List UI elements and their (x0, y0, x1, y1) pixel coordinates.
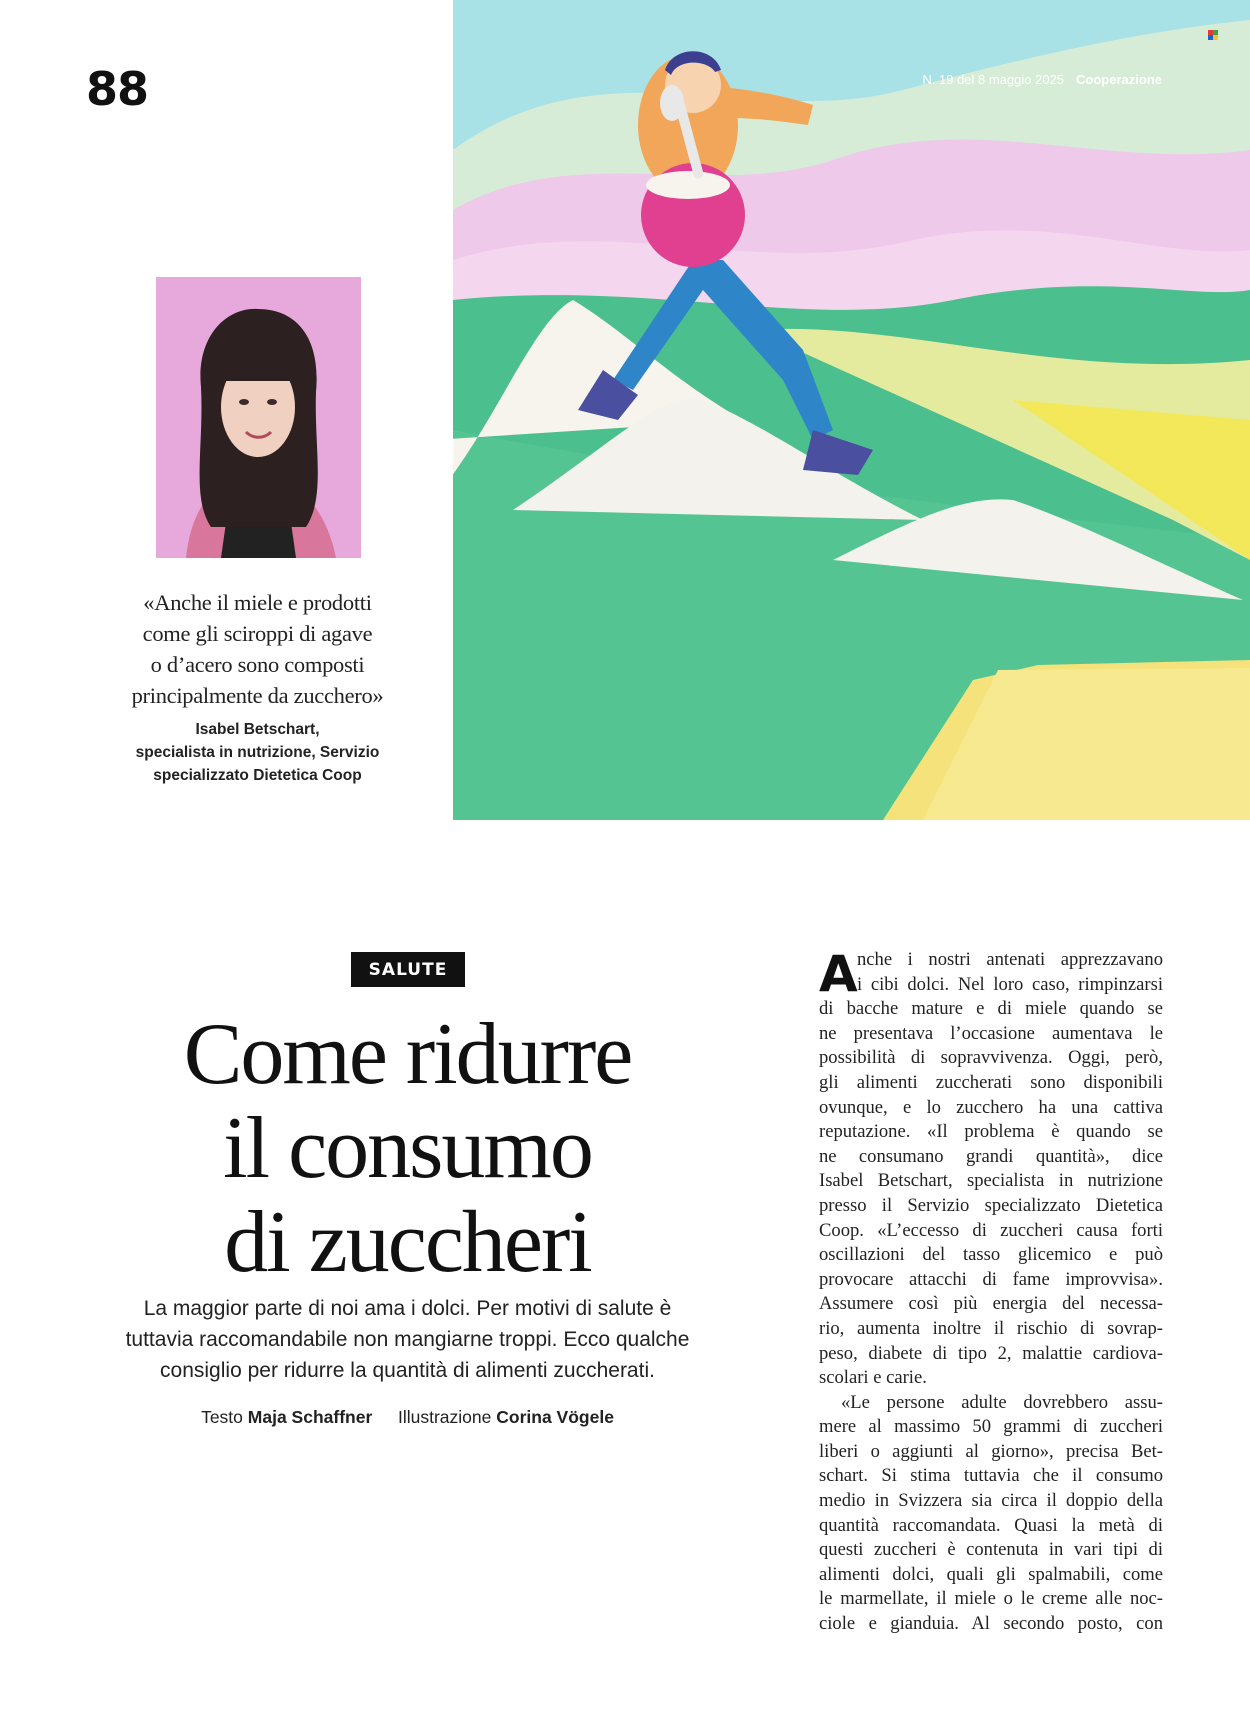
body-line: i cibi dolci. Nel loro caso, rimpinzarsi (857, 973, 1163, 995)
body-line: nche i nostri antenati apprezzavano (857, 949, 1163, 970)
author-portrait (156, 277, 361, 558)
body-line: gli alimenti zuccherati sono disponibili (819, 1071, 1163, 1093)
body-line: Isabel Betschart, specialista in nutrizione (819, 1170, 1163, 1192)
body-line: rio, aumenta inoltre il rischio di sovrap- (819, 1317, 1163, 1339)
quote-line: o d’acero sono composti (150, 652, 365, 677)
body-line: peso, diabete di tipo 2, malattie cardiova- (819, 1342, 1163, 1364)
body-line: ne consumano grandi quantità», dice (819, 1145, 1163, 1167)
article-credits (60, 1407, 755, 1428)
text-author: Maja Schaffner (247, 1407, 373, 1427)
magazine-brand: Cooperazione (1076, 72, 1162, 87)
body-line: schart. Si stima tuttavia che il consumo (819, 1465, 1163, 1487)
drop-cap: A (819, 945, 858, 1003)
runner-with-sugar-bowl-illustration (453, 0, 1250, 820)
article-lead (60, 1293, 755, 1386)
quote-line: come gli sciroppi di agave (142, 621, 373, 646)
body-line: Coop. «L’eccesso di zuccheri causa forti (819, 1219, 1163, 1241)
body-line: possibilità di sopravvivenza. Oggi, però, (819, 1047, 1163, 1069)
quote-author-line: Isabel Betschart, (195, 721, 320, 738)
body-line: presso il Servizio specializzato Dietetica (819, 1194, 1163, 1216)
body-line: provocare attacchi di fame improvvisa». (819, 1268, 1163, 1290)
body-line: reputazione. «Il problema è quando se (819, 1121, 1163, 1143)
body-line: liberi o aggiunti al giorno», precisa Bet- (819, 1440, 1163, 1462)
section-rubric: SALUTE (351, 952, 465, 987)
body-line: ciole e gianduia. Al secondo posto, con (819, 1613, 1163, 1635)
quote-line: principalmente da zucchero» (131, 683, 384, 708)
article-body (819, 945, 1163, 1637)
brand-dots-icon (1208, 30, 1222, 40)
headline-line: di zuccheri (224, 1194, 591, 1291)
body-line: quantità raccomandata. Quasi la metà di (819, 1514, 1163, 1536)
headline-line: Come ridurre (183, 1006, 632, 1103)
body-line: Assumere così più energia del necessa- (819, 1293, 1163, 1315)
headline-line: il consumo (223, 1100, 592, 1197)
quote-author (110, 718, 405, 787)
body-line: «Le persone adulte dovrebbero assu- (841, 1391, 1163, 1413)
body-line: mere al massimo 50 grammi di zuccheri (819, 1416, 1163, 1438)
lead-line: La maggior parte di noi ama i dolci. Per motivi di salute è (143, 1297, 672, 1320)
pull-quote (110, 587, 405, 711)
body-line: le marmellate, il miele o le creme alle noc- (819, 1588, 1163, 1610)
body-line: ne presentava l’occasione aumentava le (819, 1022, 1163, 1044)
body-line: questi zuccheri è contenuta in vari tipi di (819, 1539, 1163, 1561)
page-number: 88 (86, 62, 149, 116)
lead-line: consiglio per ridurre la quantità di alimenti zuccherati. (160, 1359, 655, 1382)
illustration-label: Illustrazione (398, 1407, 492, 1427)
issue-date: N. 19 del 8 maggio 2025 (922, 72, 1065, 87)
quote-author-line: specialista in nutrizione, Servizio (135, 744, 380, 761)
masthead (922, 72, 1162, 87)
article-headline (60, 1008, 755, 1290)
body-line: medio in Svizzera sia circa il doppio della (819, 1490, 1163, 1512)
body-line: scolari e carie. (819, 1367, 927, 1389)
quote-line: «Anche il miele e prodotti (143, 590, 372, 615)
body-line: di bacche mature e di miele quando se (819, 998, 1163, 1020)
body-line: alimenti dolci, quali gli spalmabili, come (819, 1563, 1163, 1585)
lead-line: tuttavia raccomandabile non mangiarne troppi. Ecco qualche (125, 1328, 690, 1351)
body-line: ovunque, e lo zucchero ha una cattiva (819, 1096, 1163, 1118)
body-line: oscillazioni del tasso glicemico e può (819, 1244, 1163, 1266)
illustration-author: Corina Vögele (496, 1407, 614, 1427)
quote-author-line: specializzato Dietetica Coop (153, 767, 362, 784)
header-illustration (453, 0, 1250, 820)
portrait-photo (156, 277, 361, 558)
text-label: Testo (201, 1407, 243, 1427)
